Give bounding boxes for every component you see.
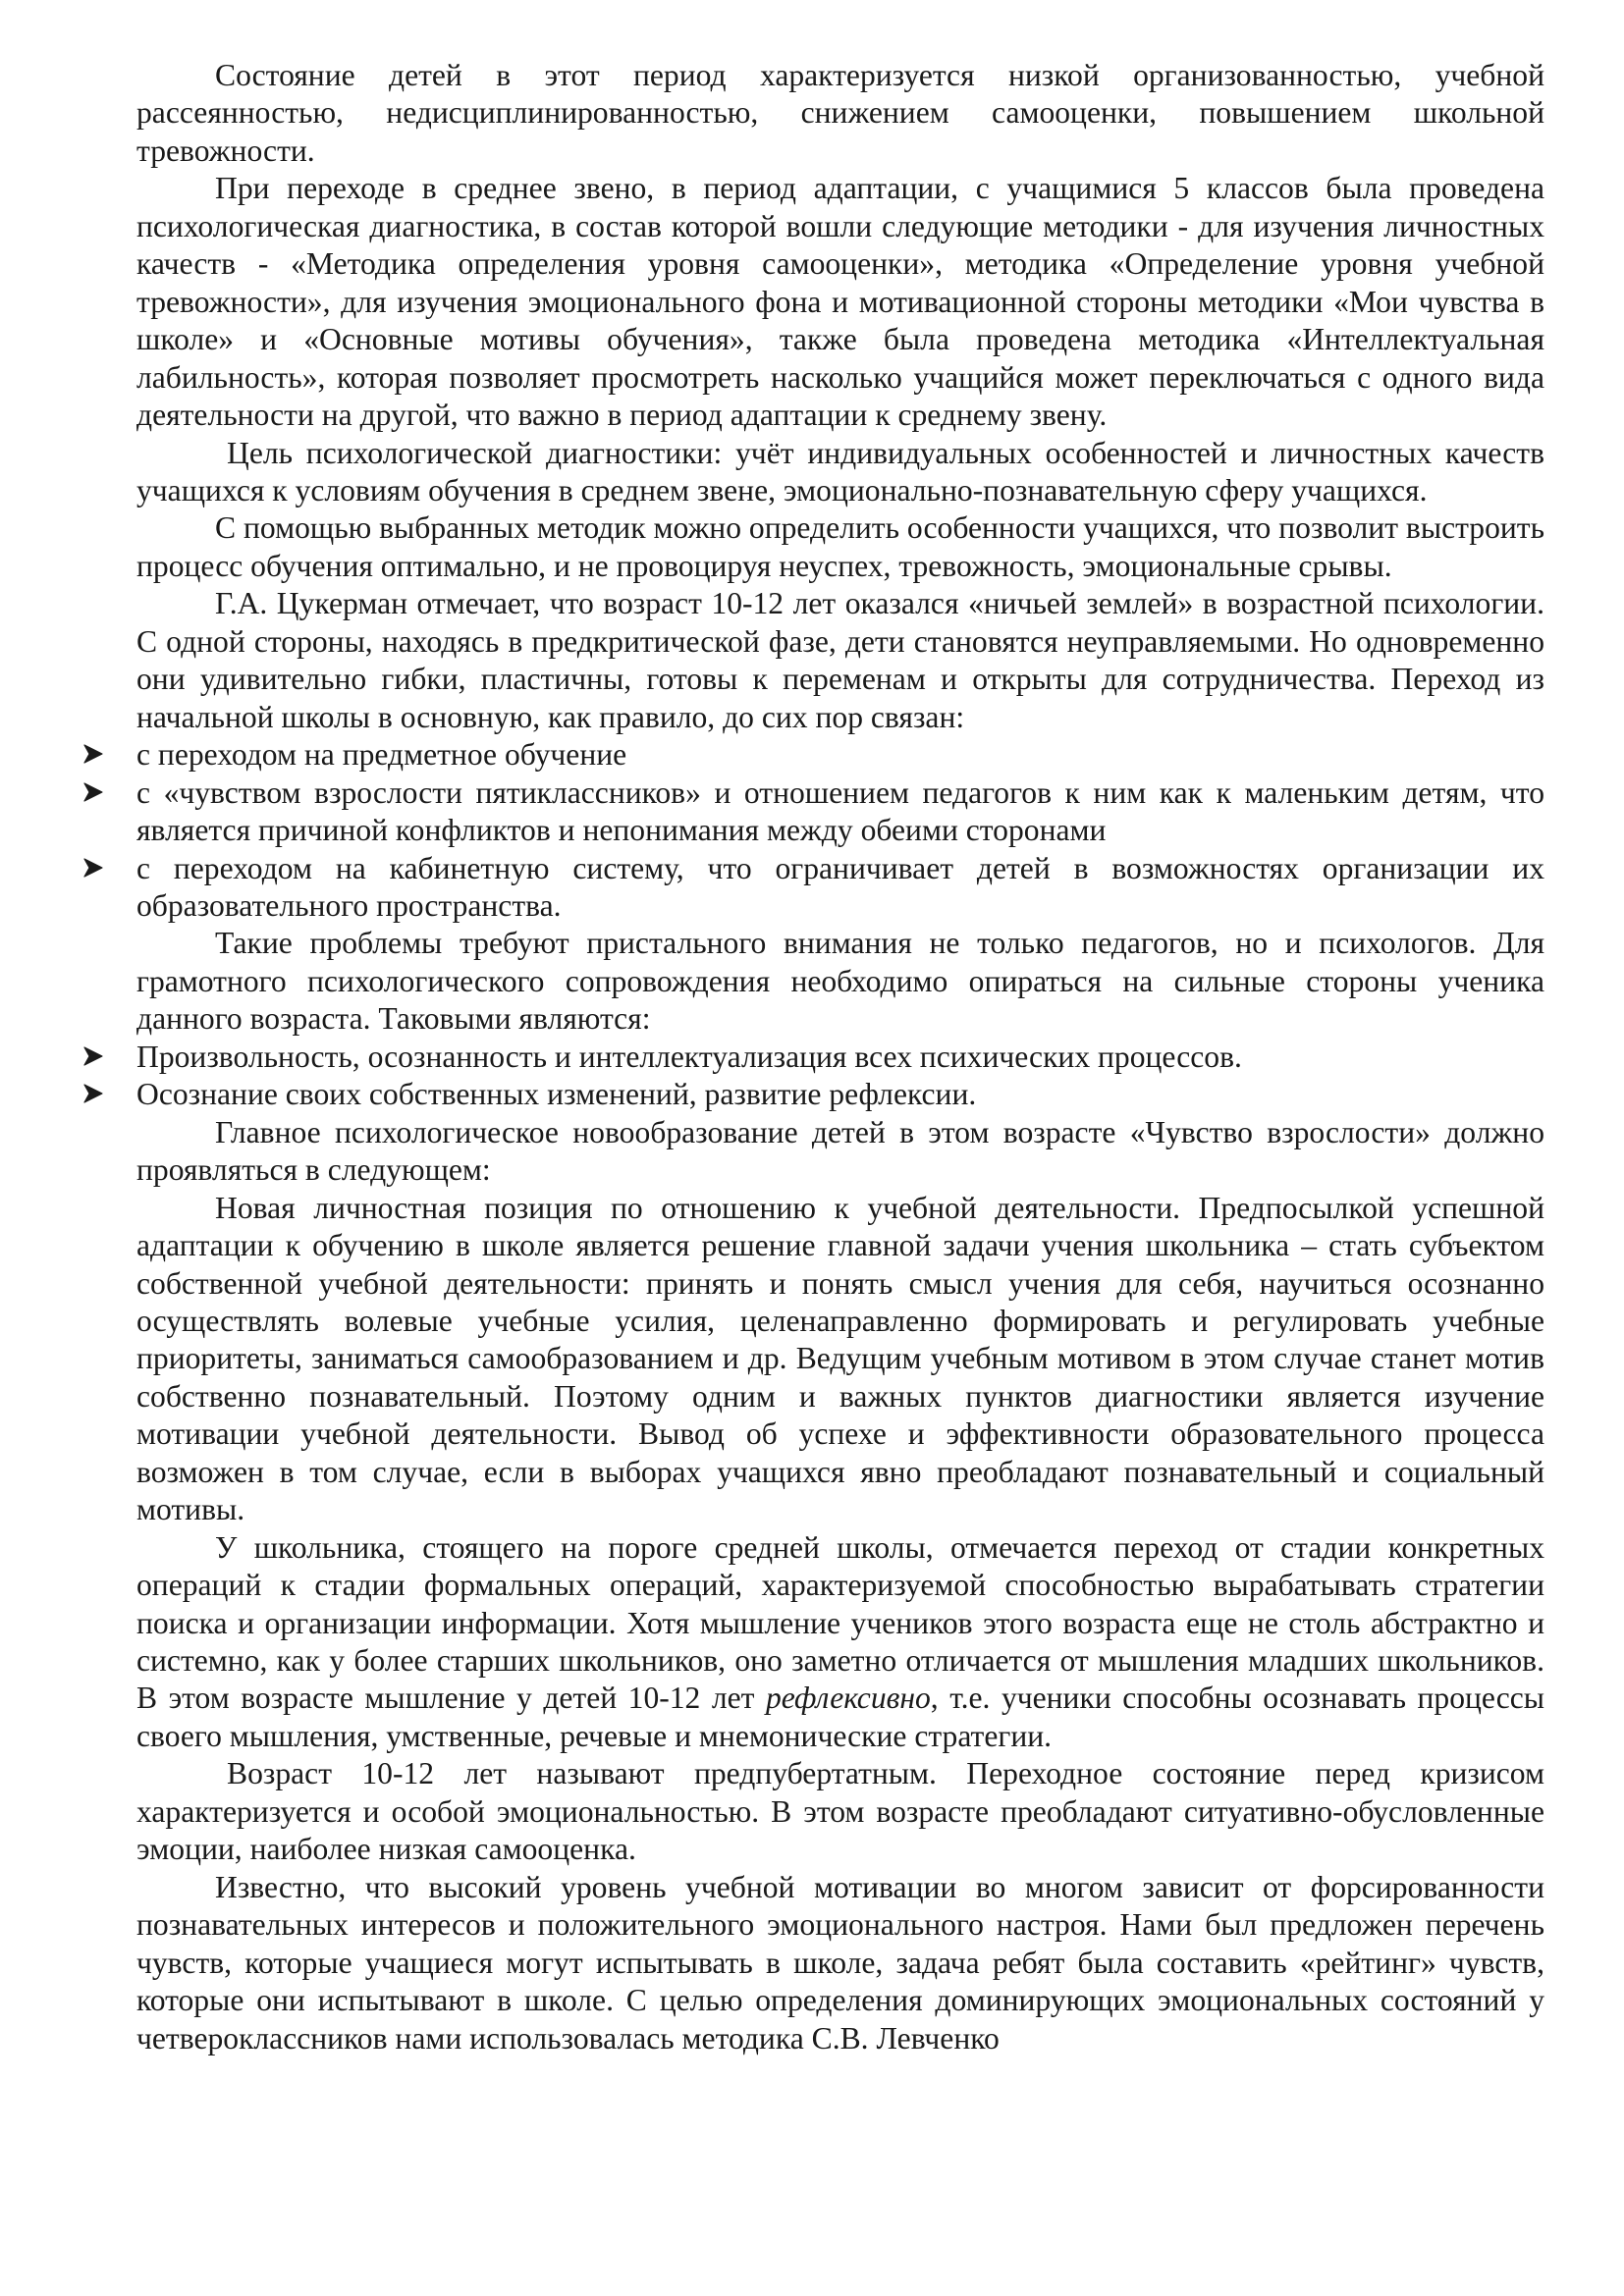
paragraph: Главное психологическое новообразование детей в этом возрасте «Чувство взрослости» должно проявляться в следующем: bbox=[136, 1114, 1544, 1188]
paragraph: Известно, что высокий уровень учебной мотивации во многом зависит от форсированности познавательных интересов и положительного эмоционального настроя. Нами был предложен перечень чувств, которые учащиеся могут испытывать в школе, задача ребят была составить «рейтинг» чувств, которые они испытывают в школе. С целью определения доминирующих эмоциональных состояний у четвероклассников нами использовалась методика С.В. Левченко bbox=[136, 1869, 1544, 2056]
paragraph: Возраст 10-12 лет называют предпубертатным. Переходное состояние перед кризисом характеризуется и особой эмоциональностью. В этом возрасте преобладают ситуативно-обусловленные эмоции, наиболее низкая самооценка. bbox=[136, 1756, 1544, 1867]
paragraph: Такие проблемы требуют пристального внимания не только педагогов, но и психологов. Для грамотного психологического сопровождения необходимо опираться на сильные стороны ученика данного возраста. Таковыми являются: bbox=[136, 926, 1544, 1037]
list-item bbox=[136, 736, 1544, 774]
arrowhead-bullet-icon bbox=[82, 1045, 104, 1067]
list-item-text: с переходом на предметное обучение bbox=[136, 737, 627, 773]
paragraph bbox=[136, 1529, 1544, 1756]
italic-term: рефлексивно bbox=[765, 1681, 931, 1716]
list-item bbox=[136, 1039, 1544, 1076]
paragraph-text: , т.е. ученики способны осознавать процессы своего мышления, умственные, речевые и мнемонические стратегии. bbox=[136, 1681, 1544, 1753]
list-item bbox=[136, 850, 1544, 926]
list-item-text: Осознание своих собственных изменений, развитие рефлексии. bbox=[136, 1077, 977, 1112]
document-page bbox=[136, 57, 1544, 2057]
list-item-text: с переходом на кабинетную систему, что ограничивает детей в возможностях организации их образовательного пространства. bbox=[136, 850, 1544, 923]
paragraph: При переходе в среднее звено, в период адаптации, с учащимися 5 классов была проведена психологическая диагностика, в состав которой вошли следующие методики - для изучения личностных качеств - «Методика определения уровня самооценки», методика «Определение уровня учебной тревожности», для изучения эмоционального фона и мотивационной стороны методики «Мои чувства в школе» и «Основные мотивы обучения», также была проведена методика «Интеллектуальная лабильность», которая позволяет просмотреть насколько учащийся может переключаться с одного вида деятельности на другой, что важно в период адаптации к среднему звену. bbox=[136, 171, 1544, 433]
bullet-list bbox=[136, 736, 1544, 925]
arrowhead-bullet-icon bbox=[82, 1083, 104, 1104]
list-item-text: с «чувством взрослости пятиклассников» и отношением педагогов к ним как к маленьким детям, что является причиной конфликтов и непонимания между обеими сторонами bbox=[136, 774, 1544, 848]
paragraph: С помощью выбранных методик можно определить особенности учащихся, что позволит выстроить процесс обучения оптимально, и не провоцируя неуспех, тревожность, эмоциональные срывы. bbox=[136, 510, 1544, 583]
arrowhead-bullet-icon bbox=[82, 857, 104, 879]
arrowhead-bullet-icon bbox=[82, 781, 104, 803]
list-item bbox=[136, 1076, 1544, 1113]
list-item-text: Произвольность, осознанность и интеллектуализация всех психических процессов. bbox=[136, 1039, 1242, 1074]
paragraph-text: У школьника, стоящего на пороге средней школы, отмечается переход от стадии конкретных операций к стадии формальных операций, характеризуемой способностью вырабатывать стратегии поиска и организации информации. Хотя мышление учеников этого возраста еще не столь абстрактно и системно, как у более старших школьников, оно заметно отличается от мышления младших школьников. В этом возрасте мышление у детей 10-12 лет bbox=[136, 1529, 1544, 1716]
arrowhead-bullet-icon bbox=[82, 743, 104, 765]
paragraph: Г.А. Цукерман отмечает, что возраст 10-12 лет оказался «ничьей землей» в возрастной психологии. С одной стороны, находясь в предкритической фазе, дети становятся неуправляемыми. Но одновременно они удивительно гибки, пластичны, готовы к переменам и открыты для сотрудничества. Переход из начальной школы в основную, как правило, до сих пор связан: bbox=[136, 586, 1544, 734]
list-item bbox=[136, 774, 1544, 850]
paragraph: Состояние детей в этот период характеризуется низкой организованностью, учебной рассеянностью, недисциплинированностью, снижением самооценки, повышением школьной тревожности. bbox=[136, 58, 1544, 168]
bullet-list bbox=[136, 1039, 1544, 1114]
paragraph: Цель психологической диагностики: учёт индивидуальных особенностей и личностных качеств учащихся к условиям обучения в среднем звене, эмоционально-познавательную сферу учащихся. bbox=[136, 435, 1544, 507]
paragraph: Новая личностная позиция по отношению к учебной деятельности. Предпосылкой успешной адаптации к обучению в школе является решение главной задачи учения школьника – стать субъектом собственной учебной деятельности: принять и понять смысл учения для себя, научиться осознанно осуществлять волевые учебные усилия, целенаправленно формировать и регулировать учебные приоритеты, заниматься самообразованием и др. Ведущим учебным мотивом в этом случае станет мотив собственно познавательный. Поэтому одним и важных пунктов диагностики является изучение мотивации учебной деятельности. Вывод об успехе и эффективности образовательного процесса возможен в том случае, если в выборах учащихся явно преобладают познавательный и социальный мотивы. bbox=[136, 1190, 1544, 1527]
